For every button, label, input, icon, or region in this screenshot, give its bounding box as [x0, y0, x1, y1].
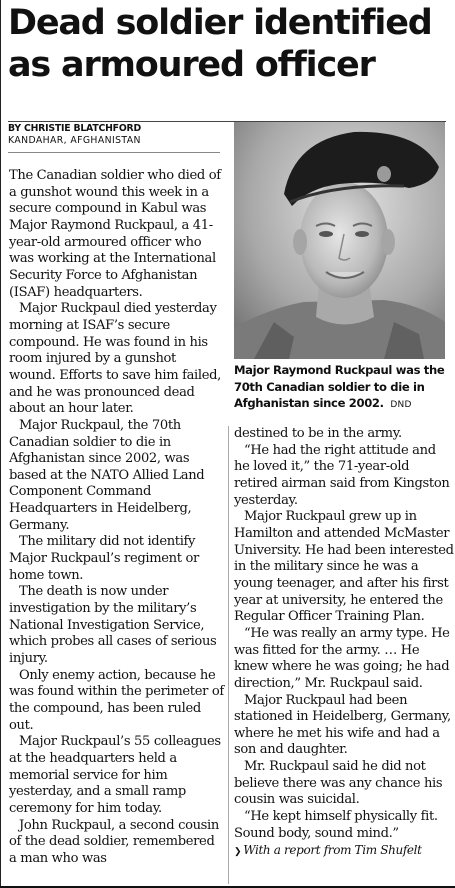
paragraph: Major Ruckpaul’s 55 colleagues at the headquarters held a memorial service for him yesterday, and a small ramp ceremony for him today. [9, 734, 221, 816]
paragraph: destined to be in the army. [234, 426, 402, 441]
paragraph: Major Ruckpaul, the 70th Canadian soldier to die in Afghanistan since 2002, was based at the NATO Allied Land Component Command Headquarters in Heidelberg, Germany. [9, 417, 205, 533]
report-credit-text: With a report from Tim Shufelt [243, 843, 422, 858]
byline-rule [8, 152, 220, 153]
paragraph: “He kept himself physically fit. Sound body, sound mind.” [234, 809, 438, 841]
page-left-edge [0, 0, 1, 888]
report-credit [234, 842, 454, 861]
soldier-portrait-photo [234, 122, 445, 359]
paragraph: “He was really an army type. He was fitted for the army. … He knew where he was going; he had direction,” Mr. Ruckpaul said. [234, 625, 450, 691]
byline-location: KANDAHAR, AFGHANISTAN [8, 135, 141, 146]
photo-caption-text: Major Raymond Ruckpaul was the 70th Canadian soldier to die in Afghanistan since 2002. [234, 363, 445, 410]
paragraph: “He had the right attitude and he loved it,” the 71-year-old retired airman said from Kingston yesterday. [234, 442, 450, 508]
byline-author: BY CHRISTIE BLATCHFORD [8, 123, 142, 134]
photo-credit: DND [390, 400, 412, 410]
photo-caption [234, 362, 448, 414]
paragraph: Major Ruckpaul died yesterday morning at ISAF’s secure compound. He was found in his room injured by a gunshot wound. Efforts to save him failed, and he was pronounced dead about an hour later. [9, 301, 221, 417]
paragraph: Major Ruckpaul had been stationed in Heidelberg, Germany, where he met his wife and had a son and daughter. [234, 692, 451, 758]
paragraph: Major Ruckpaul grew up in Hamilton and attended McMaster University. He had been interested in the military since he was a young teenager, and after his first year at university, he entered the Regular Officer Training Plan. [234, 509, 454, 625]
byline [8, 123, 220, 147]
paragraph: The death is now under investigation by the military’s National Investigation Service, which probes all cases of serious injury. [9, 584, 217, 667]
paragraph: The Canadian soldier who died of a gunshot wound this week in a secure compound in Kabul was Major Raymond Ruckpaul, a 41-year-old armoured officer who was working at the International Security Force to Afghanistan (ISAF) headquarters. [9, 168, 221, 300]
headline: Dead soldier identified as armoured officer [8, 3, 432, 85]
paragraph: John Ruckpaul, a second cousin of the dead soldier, remembered a man who was [9, 817, 219, 866]
paragraph: Only enemy action, because he was found within the perimeter of the compound, has been ruled out. [9, 667, 224, 733]
article-column-1 [9, 168, 224, 868]
paragraph: The military did not identify Major Ruckpaul’s regiment or home town. [9, 534, 199, 583]
chevron-right-icon: ❯ [234, 847, 242, 858]
article-column-2 [234, 426, 454, 861]
column-divider [228, 426, 229, 884]
paragraph: Mr. Ruckpaul said he did not believe there was any chance his cousin was suicidal. [234, 759, 443, 808]
